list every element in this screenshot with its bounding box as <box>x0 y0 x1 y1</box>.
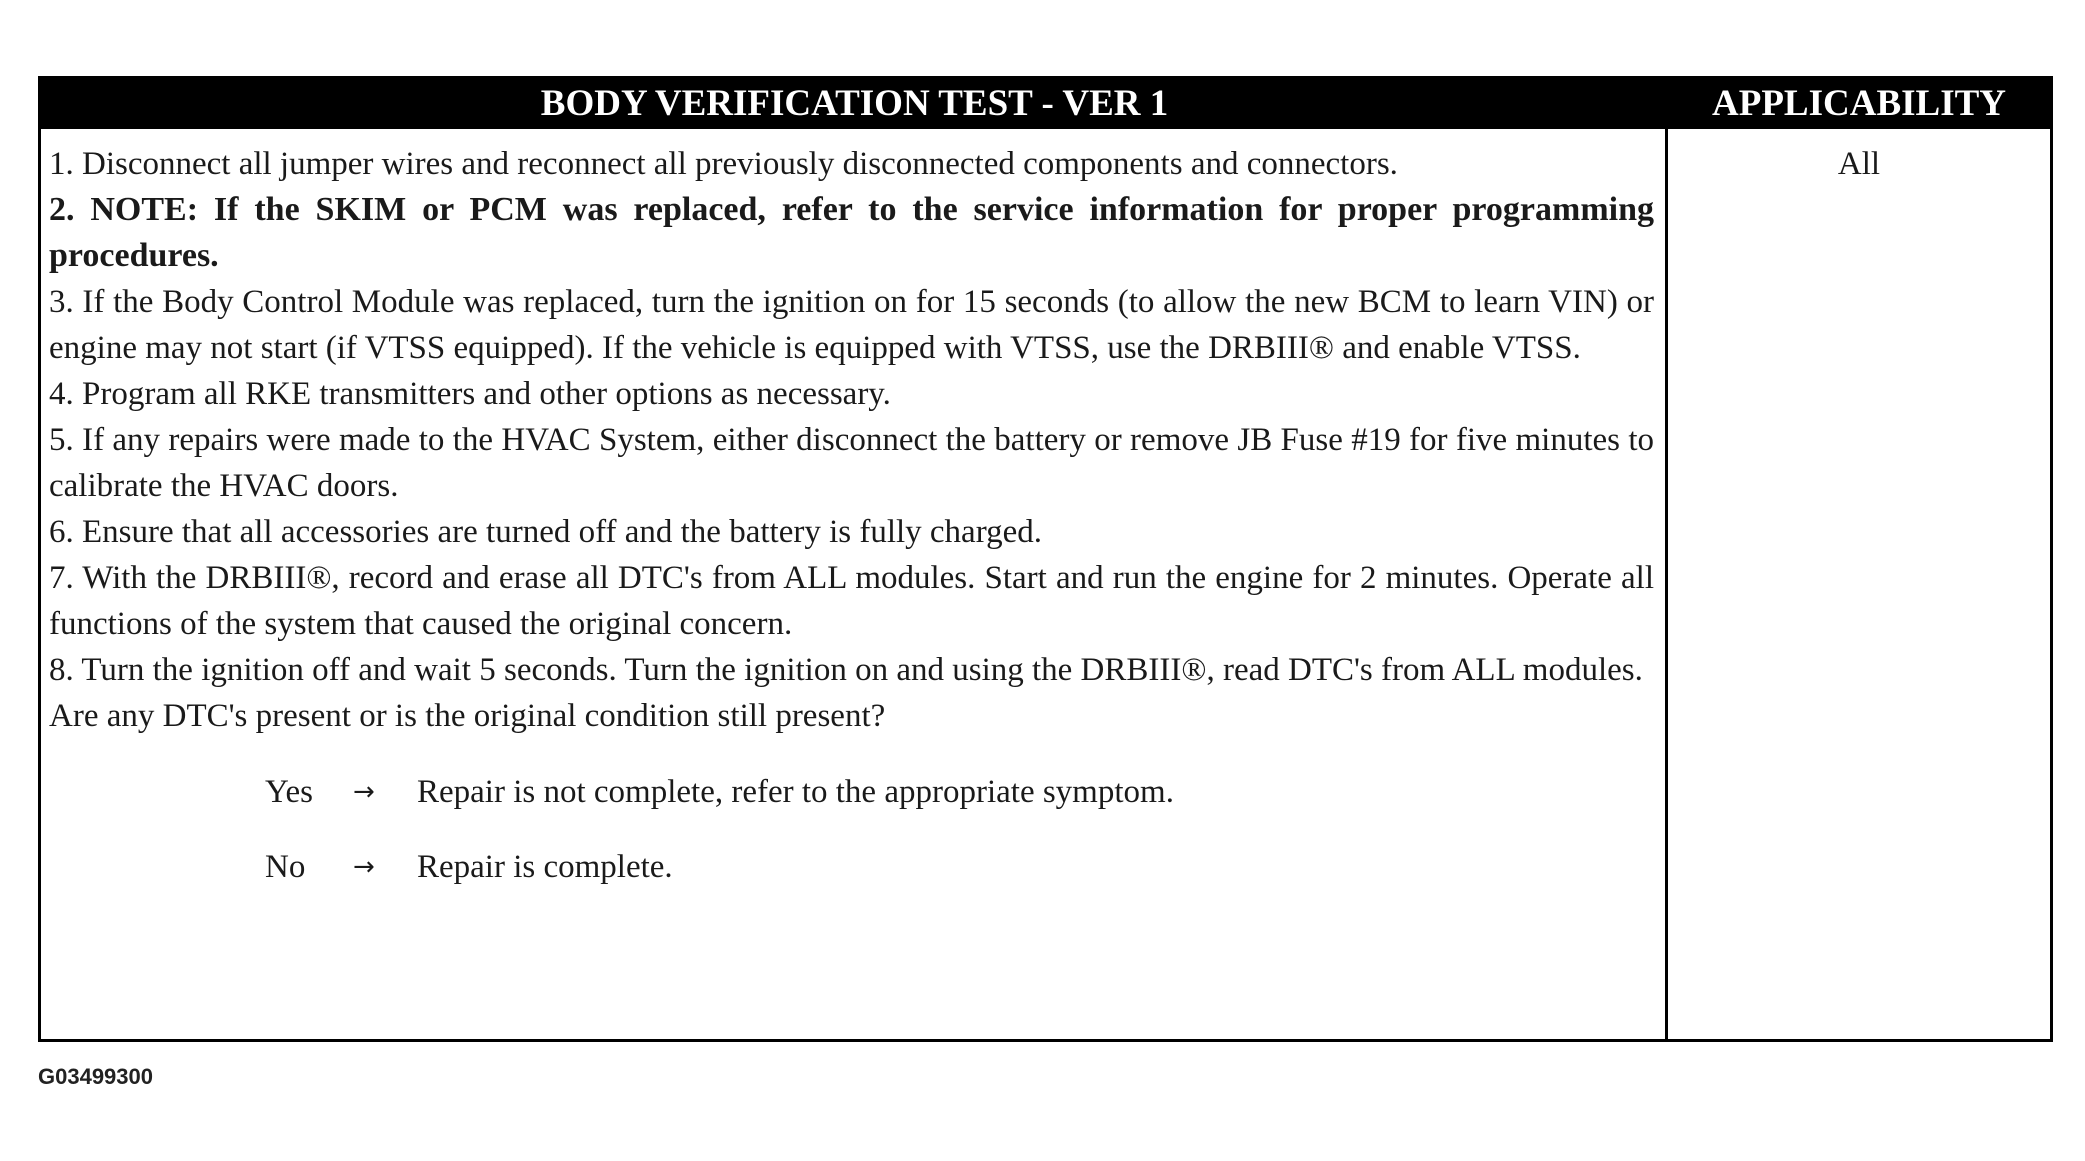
answer-no-key: No <box>265 849 306 885</box>
answer-yes <box>265 769 1654 815</box>
step-2-note: 2. NOTE: If the SKIM or PCM was replaced, refer to the service information for proper programming procedures. <box>49 191 1654 274</box>
column-divider <box>1665 129 1668 1039</box>
step-8: 8. Turn the ignition off and wait 5 seconds. Turn the ignition on and using the DRBIII®, read DTC's from ALL modules. <box>49 652 1643 688</box>
step-6: 6. Ensure that all accessories are turned off and the battery is fully charged. <box>49 514 1042 550</box>
verification-test-table <box>38 76 2053 1042</box>
step-5: 5. If any repairs were made to the HVAC System, either disconnect the battery or remove JB Fuse #19 for five minutes to calibrate the HVAC doors. <box>49 422 1654 504</box>
answer-yes-result: Repair is not complete, refer to the appropriate symptom. <box>417 774 1174 810</box>
step-1: 1. Disconnect all jumper wires and reconnect all previously disconnected components and connectors. <box>49 146 1398 182</box>
arrow-right-icon: → <box>353 777 375 807</box>
answer-no <box>265 844 1654 890</box>
answer-options <box>265 769 1654 890</box>
table-header <box>41 79 2050 129</box>
step-3: 3. If the Body Control Module was replaced, turn the ignition on for 15 seconds (to allow the new BCM to learn VIN) or engine may not start (if VTSS equipped). If the vehicle is equipped with VTSS, use the DRBIII® and enable VTSS. <box>49 284 1654 366</box>
applicability-heading: APPLICABILITY <box>1712 83 2006 124</box>
figure-code: G03499300 <box>38 1064 153 1089</box>
procedure-steps <box>49 141 1654 919</box>
diagnostic-question: Are any DTC's present or is the original condition still present? <box>49 698 886 734</box>
arrow-right-icon: → <box>353 852 375 882</box>
step-4: 4. Program all RKE transmitters and other options as necessary. <box>49 376 891 412</box>
test-title: BODY VERIFICATION TEST - VER 1 <box>540 83 1169 124</box>
answer-no-result: Repair is complete. <box>417 849 673 885</box>
answer-yes-key: Yes <box>265 774 314 810</box>
step-7: 7. With the DRBIII®, record and erase all DTC's from ALL modules. Start and run the engine for 2 minutes. Operate all functions of the system that caused the original concern. <box>49 560 1654 642</box>
applicability-value: All <box>1837 146 1881 182</box>
